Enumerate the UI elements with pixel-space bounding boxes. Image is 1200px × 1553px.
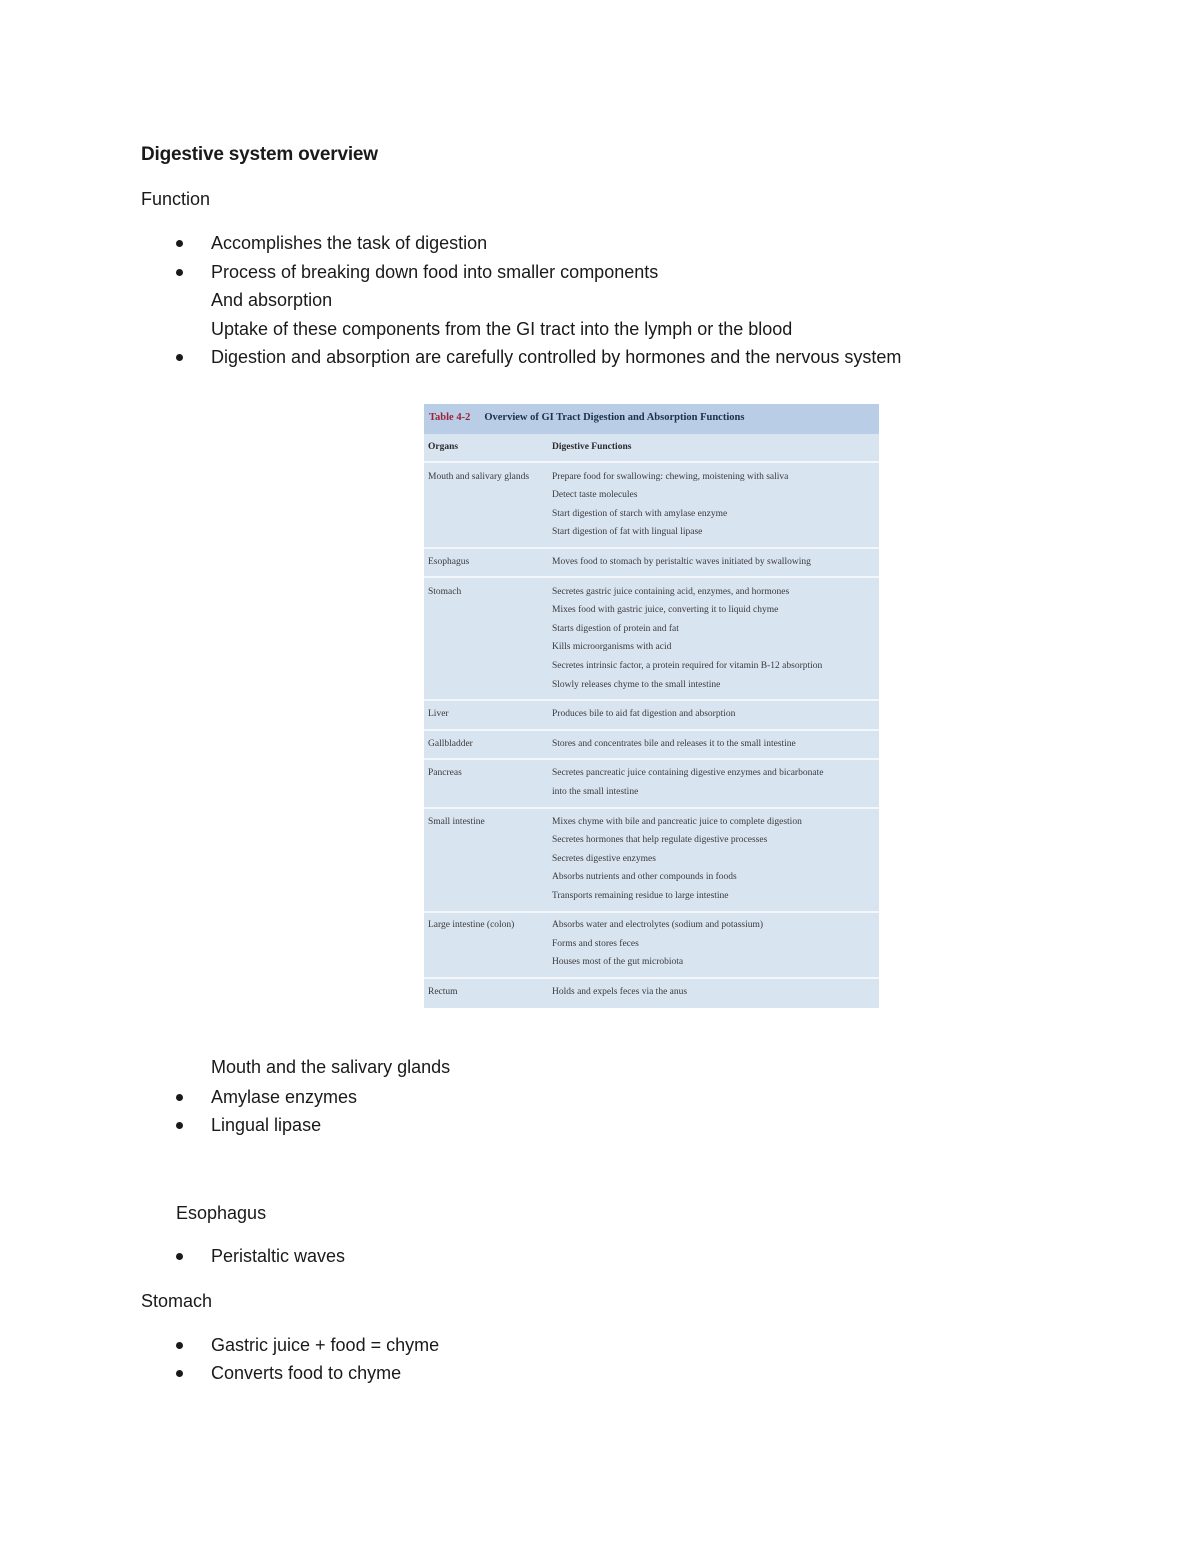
table-organ: Pancreas [428,768,462,778]
table-function: Produces bile to aid fat digestion and absorption [552,709,736,719]
table-divider [424,699,879,701]
function-item-continuation: Uptake of these components from the GI tract into the lymph or the blood [211,319,793,339]
table-function: into the small intestine [552,787,639,797]
table-organ: Gallbladder [428,739,473,749]
table-number: Table 4-2 [429,412,471,423]
table-function: Mixes food with gastric juice, converting it to liquid chyme [552,605,779,615]
mouth-item: Lingual lipase [211,1115,322,1135]
table-divider [424,576,879,578]
table-function: Houses most of the gut microbiota [552,957,684,967]
table-divider [424,461,879,463]
table-organ: Esophagus [428,557,470,567]
table-function: Secretes hormones that help regulate digestive processes [552,835,768,845]
table-function: Prepare food for swallowing: chewing, moistening with saliva [552,472,789,482]
table-function: Secretes pancreatic juice containing digestive enzymes and bicarbonate [552,768,824,778]
table-divider [424,758,879,760]
bullet-icon [176,240,183,247]
table-function: Mixes chyme with bile and pancreatic juice to complete digestion [552,817,802,827]
table-function: Secretes digestive enzymes [552,854,656,864]
stomach-item: Converts food to chyme [211,1363,402,1383]
function-item: Accomplishes the task of digestion [211,233,488,253]
table-function: Stores and concentrates bile and releases it to the small intestine [552,739,796,749]
table-col-organs: Organs [428,442,459,452]
bullet-icon [176,1342,183,1349]
bullet-icon [176,1094,183,1101]
table-divider [424,977,879,979]
table-function: Detect taste molecules [552,490,638,500]
table-organ: Rectum [428,987,458,997]
table-organ: Stomach [428,587,462,597]
table-title: Overview of GI Tract Digestion and Absorption Functions [484,412,745,423]
stomach-item: Gastric juice + food = chyme [211,1335,440,1355]
esophagus-label: Esophagus [176,1203,267,1223]
table-function: Kills microorganisms with acid [552,642,672,652]
table-organ: Liver [428,709,449,719]
mouth-item: Amylase enzymes [211,1087,358,1107]
table-organ: Mouth and salivary glands [428,472,530,482]
table-function: Moves food to stomach by peristaltic waves initiated by swallowing [552,557,811,567]
stomach-label: Stomach [141,1291,213,1311]
table-function: Start digestion of fat with lingual lipase [552,527,703,537]
bullet-icon [176,1370,183,1377]
table-function: Starts digestion of protein and fat [552,624,679,634]
table-function: Holds and expels feces via the anus [552,987,688,997]
table-divider [424,729,879,731]
table-function: Transports remaining residue to large intestine [552,891,729,901]
bullet-icon [176,354,183,361]
table-organ: Small intestine [428,817,485,827]
gi-tract-table-image [424,404,879,1008]
table-function: Absorbs nutrients and other compounds in foods [552,872,737,882]
table-divider [424,807,879,809]
table-caption [429,412,744,423]
bullet-icon [176,269,183,276]
function-item: Process of breaking down food into smaller components [211,262,659,282]
table-function: Secretes intrinsic factor, a protein required for vitamin B-12 absorption [552,661,823,671]
table-function: Secretes gastric juice containing acid, enzymes, and hormones [552,587,790,597]
table-divider [424,547,879,549]
bullet-icon [176,1122,183,1129]
function-item-continuation: And absorption [211,290,333,310]
function-item: Digestion and absorption are carefully controlled by hormones and the nervous system [211,347,902,367]
function-label: Function [141,189,211,209]
page-title: Digestive system overview [141,144,378,165]
table-organ: Large intestine (colon) [428,920,515,930]
esophagus-item: Peristaltic waves [211,1246,346,1266]
table-divider [424,911,879,913]
mouth-label: Mouth and the salivary glands [211,1057,451,1077]
table-function: Slowly releases chyme to the small intestine [552,680,721,690]
table-function: Absorbs water and electrolytes (sodium and potassium) [552,920,764,930]
bullet-icon [176,1253,183,1260]
table-caption-bar [424,404,879,434]
table-function: Forms and stores feces [552,939,639,949]
table-col-functions: Digestive Functions [552,442,632,452]
table-function: Start digestion of starch with amylase enzyme [552,509,728,519]
